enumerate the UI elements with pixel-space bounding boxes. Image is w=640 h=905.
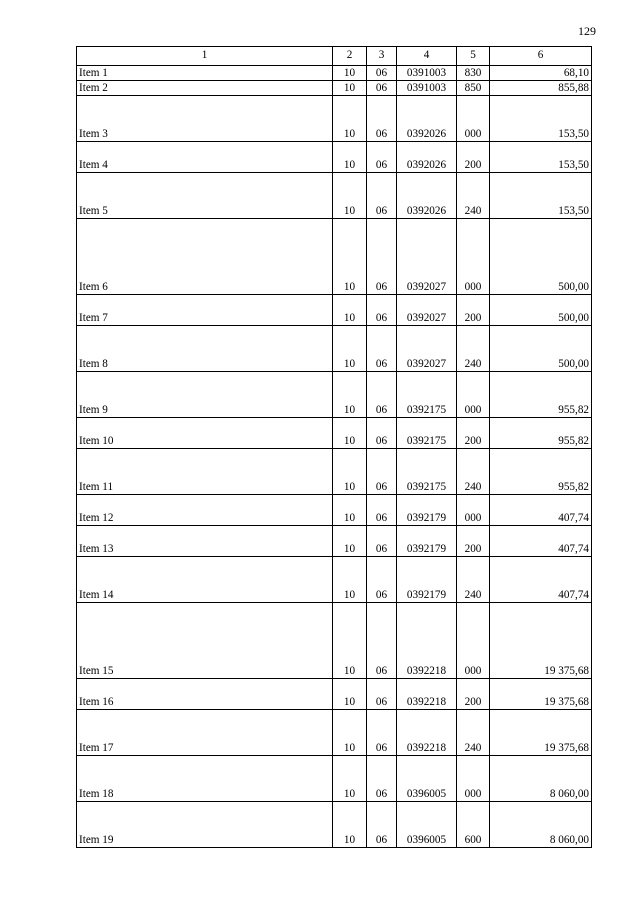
row-code-4: 0392027 bbox=[397, 295, 457, 326]
row-code-3: 06 bbox=[367, 81, 397, 96]
row-code-4: 0392179 bbox=[397, 526, 457, 557]
row-code-3: 06 bbox=[367, 418, 397, 449]
table-row bbox=[77, 66, 592, 81]
row-code-2: 10 bbox=[333, 495, 367, 526]
row-code-4: 0392175 bbox=[397, 449, 457, 495]
row-code-3: 06 bbox=[367, 756, 397, 802]
row-description: Item 18 bbox=[77, 756, 333, 802]
row-description: Item 1 bbox=[77, 66, 333, 81]
row-code-2: 10 bbox=[333, 679, 367, 710]
table-row bbox=[77, 557, 592, 603]
row-code-5: 240 bbox=[457, 173, 490, 219]
row-code-2: 10 bbox=[333, 710, 367, 756]
table-row bbox=[77, 418, 592, 449]
row-amount: 500,00 bbox=[490, 219, 592, 295]
row-description: Item 2 bbox=[77, 81, 333, 96]
column-header: 2 bbox=[333, 47, 367, 66]
row-amount: 407,74 bbox=[490, 557, 592, 603]
row-code-2: 10 bbox=[333, 219, 367, 295]
row-code-2: 10 bbox=[333, 802, 367, 848]
row-code-4: 0392179 bbox=[397, 557, 457, 603]
row-description: Item 17 bbox=[77, 710, 333, 756]
row-description: Item 10 bbox=[77, 418, 333, 449]
row-description: Item 14 bbox=[77, 557, 333, 603]
row-code-5: 240 bbox=[457, 710, 490, 756]
row-description: Item 11 bbox=[77, 449, 333, 495]
row-code-5: 600 bbox=[457, 802, 490, 848]
table-row bbox=[77, 81, 592, 96]
row-code-5: 240 bbox=[457, 557, 490, 603]
row-amount: 8 060,00 bbox=[490, 802, 592, 848]
table-row bbox=[77, 173, 592, 219]
budget-table bbox=[76, 46, 592, 848]
row-description: Item 4 bbox=[77, 142, 333, 173]
row-code-3: 06 bbox=[367, 557, 397, 603]
row-code-5: 200 bbox=[457, 526, 490, 557]
table-row bbox=[77, 326, 592, 372]
row-code-2: 10 bbox=[333, 372, 367, 418]
row-code-3: 06 bbox=[367, 326, 397, 372]
row-code-4: 0392027 bbox=[397, 326, 457, 372]
row-code-3: 06 bbox=[367, 142, 397, 173]
row-amount: 19 375,68 bbox=[490, 710, 592, 756]
page-number: 129 bbox=[578, 24, 596, 38]
row-code-3: 06 bbox=[367, 710, 397, 756]
row-code-4: 0392026 bbox=[397, 173, 457, 219]
row-code-2: 10 bbox=[333, 66, 367, 81]
row-description: Item 15 bbox=[77, 603, 333, 679]
table-row bbox=[77, 679, 592, 710]
row-description: Item 7 bbox=[77, 295, 333, 326]
table-row bbox=[77, 142, 592, 173]
row-code-3: 06 bbox=[367, 295, 397, 326]
row-amount: 153,50 bbox=[490, 96, 592, 142]
table-row bbox=[77, 372, 592, 418]
row-code-5: 000 bbox=[457, 372, 490, 418]
row-code-5: 240 bbox=[457, 449, 490, 495]
table-row bbox=[77, 96, 592, 142]
row-code-3: 06 bbox=[367, 219, 397, 295]
row-code-2: 10 bbox=[333, 173, 367, 219]
row-amount: 68,10 bbox=[490, 66, 592, 81]
row-code-5: 850 bbox=[457, 81, 490, 96]
row-code-3: 06 bbox=[367, 96, 397, 142]
row-code-2: 10 bbox=[333, 756, 367, 802]
row-amount: 19 375,68 bbox=[490, 603, 592, 679]
row-code-2: 10 bbox=[333, 603, 367, 679]
table-row bbox=[77, 449, 592, 495]
row-code-4: 0392175 bbox=[397, 372, 457, 418]
table-header-row bbox=[77, 47, 592, 66]
table-row bbox=[77, 802, 592, 848]
row-code-5: 000 bbox=[457, 756, 490, 802]
row-code-4: 0392027 bbox=[397, 219, 457, 295]
row-description: Item 8 bbox=[77, 326, 333, 372]
row-description: Item 5 bbox=[77, 173, 333, 219]
row-description: Item 19 bbox=[77, 802, 333, 848]
row-amount: 500,00 bbox=[490, 326, 592, 372]
row-description: Item 3 bbox=[77, 96, 333, 142]
row-amount: 955,82 bbox=[490, 449, 592, 495]
row-code-5: 000 bbox=[457, 219, 490, 295]
row-code-4: 0392026 bbox=[397, 142, 457, 173]
row-code-5: 000 bbox=[457, 603, 490, 679]
row-amount: 153,50 bbox=[490, 173, 592, 219]
row-code-3: 06 bbox=[367, 679, 397, 710]
row-amount: 407,74 bbox=[490, 526, 592, 557]
table-row bbox=[77, 710, 592, 756]
row-code-3: 06 bbox=[367, 173, 397, 219]
row-code-5: 000 bbox=[457, 96, 490, 142]
row-code-3: 06 bbox=[367, 449, 397, 495]
table-row bbox=[77, 219, 592, 295]
row-code-4: 0392218 bbox=[397, 710, 457, 756]
row-code-4: 0391003 bbox=[397, 81, 457, 96]
row-code-4: 0392179 bbox=[397, 495, 457, 526]
table-row bbox=[77, 495, 592, 526]
row-code-5: 200 bbox=[457, 142, 490, 173]
row-code-5: 200 bbox=[457, 679, 490, 710]
row-code-3: 06 bbox=[367, 372, 397, 418]
row-amount: 153,50 bbox=[490, 142, 592, 173]
column-header: 6 bbox=[490, 47, 592, 66]
row-code-3: 06 bbox=[367, 495, 397, 526]
row-description: Item 6 bbox=[77, 219, 333, 295]
row-amount: 955,82 bbox=[490, 418, 592, 449]
row-code-5: 830 bbox=[457, 66, 490, 81]
column-header: 3 bbox=[367, 47, 397, 66]
row-code-5: 200 bbox=[457, 418, 490, 449]
row-code-4: 0396005 bbox=[397, 756, 457, 802]
row-code-5: 200 bbox=[457, 295, 490, 326]
row-code-4: 0392218 bbox=[397, 603, 457, 679]
row-amount: 955,82 bbox=[490, 372, 592, 418]
row-code-2: 10 bbox=[333, 418, 367, 449]
row-code-3: 06 bbox=[367, 603, 397, 679]
row-code-3: 06 bbox=[367, 802, 397, 848]
row-code-2: 10 bbox=[333, 449, 367, 495]
row-code-2: 10 bbox=[333, 295, 367, 326]
table-row bbox=[77, 295, 592, 326]
row-code-4: 0391003 bbox=[397, 66, 457, 81]
row-description: Item 16 bbox=[77, 679, 333, 710]
table-row bbox=[77, 756, 592, 802]
row-code-2: 10 bbox=[333, 81, 367, 96]
row-code-5: 000 bbox=[457, 495, 490, 526]
row-amount: 855,88 bbox=[490, 81, 592, 96]
column-header: 5 bbox=[457, 47, 490, 66]
row-code-3: 06 bbox=[367, 66, 397, 81]
row-code-4: 0392218 bbox=[397, 679, 457, 710]
row-code-2: 10 bbox=[333, 557, 367, 603]
row-code-3: 06 bbox=[367, 526, 397, 557]
row-description: Item 12 bbox=[77, 495, 333, 526]
row-code-4: 0396005 bbox=[397, 802, 457, 848]
row-amount: 500,00 bbox=[490, 295, 592, 326]
row-amount: 407,74 bbox=[490, 495, 592, 526]
row-code-5: 240 bbox=[457, 326, 490, 372]
row-description: Item 13 bbox=[77, 526, 333, 557]
row-code-2: 10 bbox=[333, 96, 367, 142]
row-code-2: 10 bbox=[333, 526, 367, 557]
row-code-4: 0392175 bbox=[397, 418, 457, 449]
column-header: 1 bbox=[77, 47, 333, 66]
row-amount: 19 375,68 bbox=[490, 679, 592, 710]
row-amount: 8 060,00 bbox=[490, 756, 592, 802]
row-code-2: 10 bbox=[333, 326, 367, 372]
row-code-4: 0392026 bbox=[397, 96, 457, 142]
column-header: 4 bbox=[397, 47, 457, 66]
row-description: Item 9 bbox=[77, 372, 333, 418]
table-row bbox=[77, 526, 592, 557]
table-row bbox=[77, 603, 592, 679]
row-code-2: 10 bbox=[333, 142, 367, 173]
